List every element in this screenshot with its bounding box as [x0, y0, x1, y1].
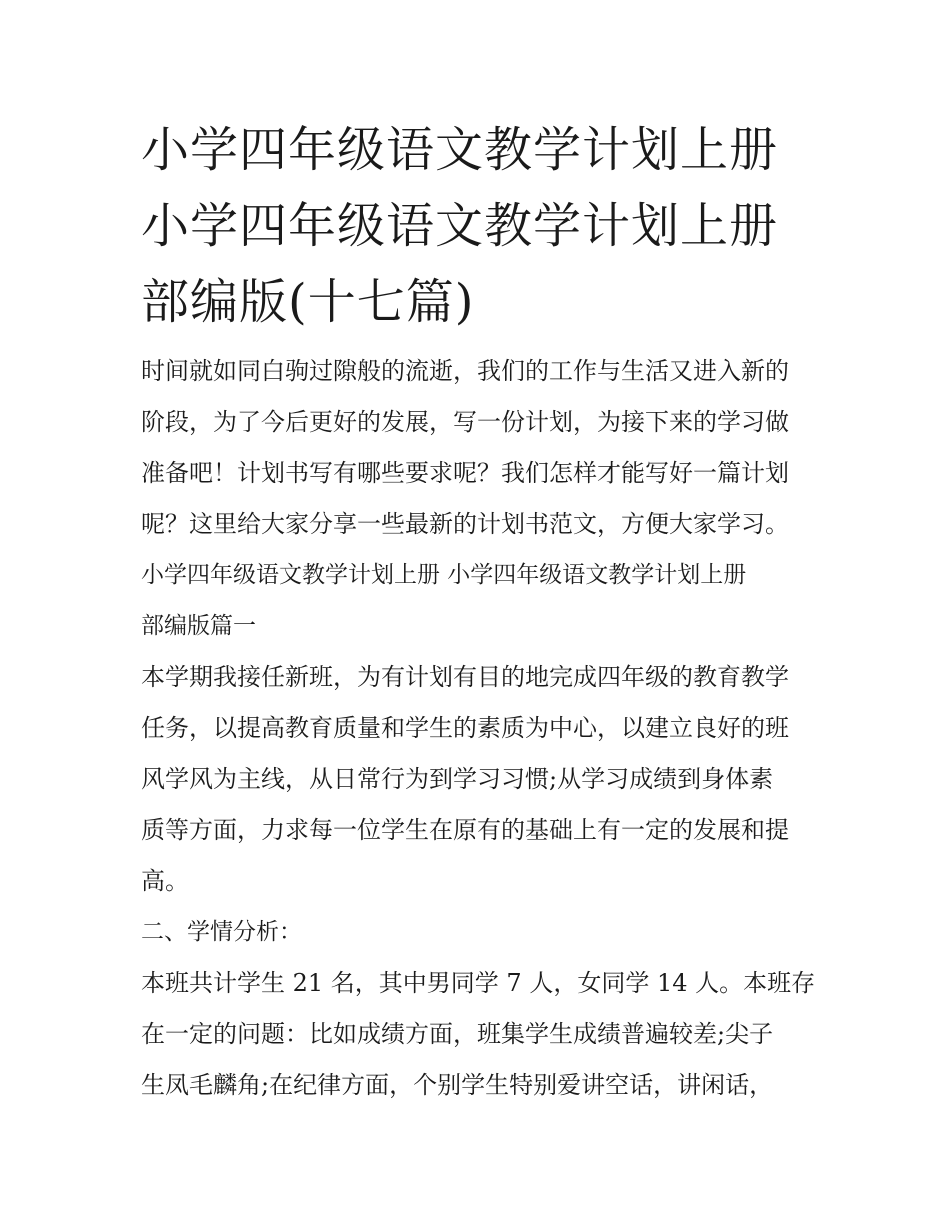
subheading-learning-analysis: 二、学情分析： — [141, 919, 302, 945]
intro-paragraph — [141, 346, 821, 550]
text-line: 风学风为主线，从日常行为到学习习惯;从学习成绩到身体素 — [141, 765, 774, 793]
text-line: 本班共计学生 21 名，其中男同学 7 人，女同学 14 人。本班存 — [141, 969, 816, 997]
text-line: 准备吧！计划书写有哪些要求呢？我们怎样才能写好一篇计划 — [141, 459, 789, 487]
paragraph-1 — [141, 652, 821, 907]
section-heading-line: 部编版篇一 — [141, 613, 256, 639]
title-line: 小学四年级语文教学计划上册 — [141, 198, 779, 254]
text-line: 高。 — [141, 867, 189, 895]
document-title — [141, 112, 821, 340]
document-page — [141, 112, 821, 1111]
text-line: 本学期我接任新班，为有计划有目的地完成四年级的教育教学 — [141, 663, 789, 691]
text-line: 阶段，为了今后更好的发展，写一份计划，为接下来的学习做 — [141, 408, 789, 436]
text-line: 任务，以提高教育质量和学生的素质为中心，以建立良好的班 — [141, 714, 789, 742]
title-line: 部编版(十七篇) — [141, 274, 475, 330]
title-line: 小学四年级语文教学计划上册 — [141, 122, 779, 178]
text-line: 在一定的问题：比如成绩方面，班集学生成绩普遍较差;尖子 — [141, 1020, 774, 1048]
text-line: 质等方面，力求每一位学生在原有的基础上有一定的发展和提 — [141, 816, 789, 844]
section-heading-line: 小学四年级语文教学计划上册 小学四年级语文教学计划上册 — [141, 562, 747, 588]
section-heading — [141, 550, 821, 652]
text-line: 时间就如同白驹过隙般的流逝，我们的工作与生活又进入新的 — [141, 357, 789, 385]
paragraph-2 — [141, 958, 821, 1111]
text-line: 生凤毛麟角;在纪律方面，个别学生特别爱讲空话，讲闲话， — [141, 1071, 774, 1099]
text-line: 呢？这里给大家分享一些最新的计划书范文，方便大家学习。 — [141, 510, 789, 538]
